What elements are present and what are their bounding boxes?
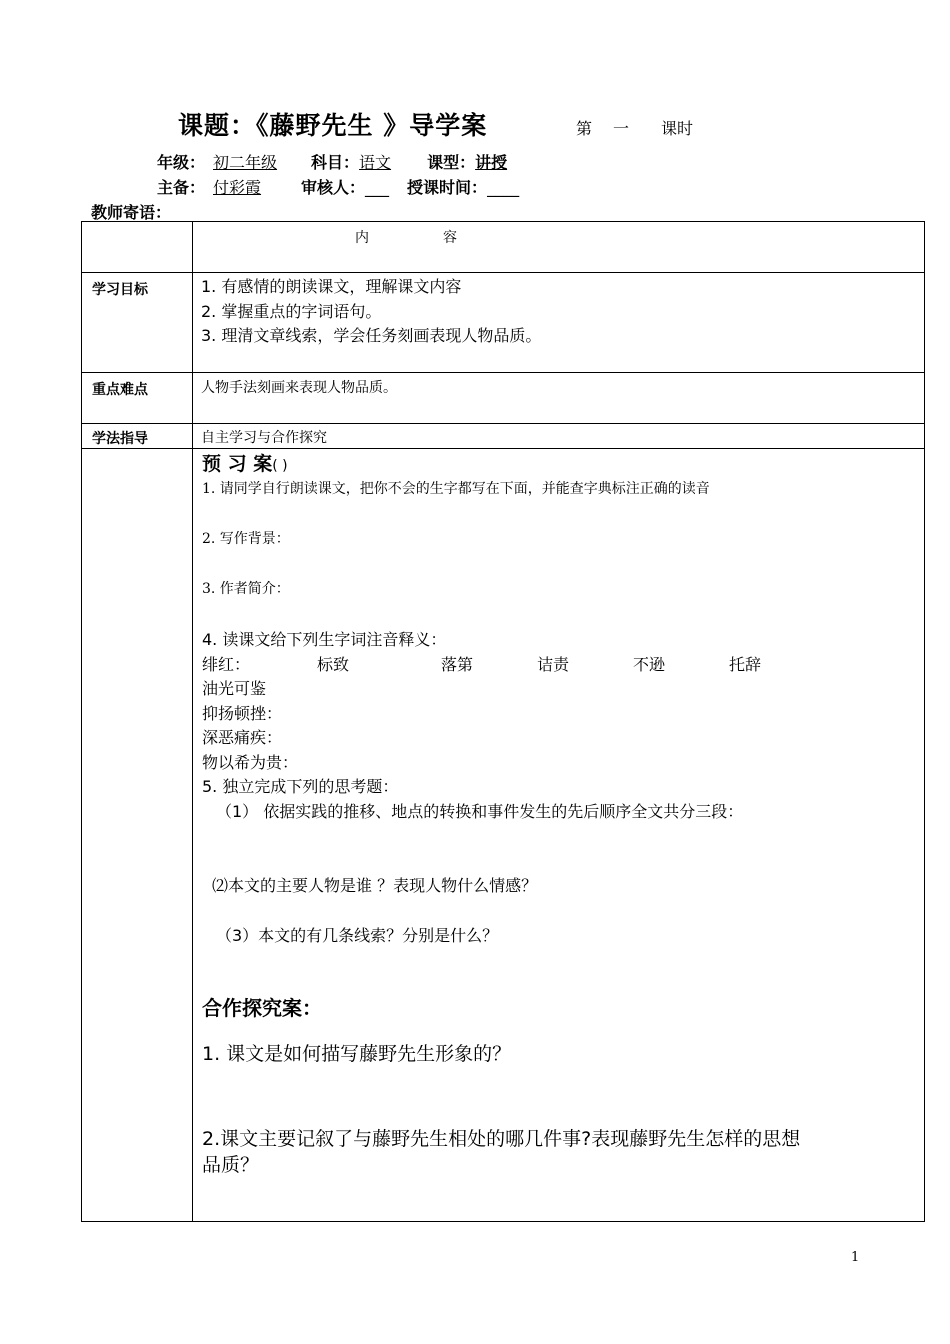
lesson-table bbox=[81, 221, 925, 1222]
main-content-cell bbox=[193, 449, 925, 1222]
grade-value: 初二年级 bbox=[213, 153, 278, 172]
subject-value: 语文 bbox=[359, 153, 392, 172]
vocab-word: 诘责 bbox=[537, 654, 570, 674]
teacher-note-label: 教师寄语： bbox=[91, 203, 172, 222]
header-blank-cell bbox=[82, 222, 193, 273]
question-item: （3）本文的有几条线索？分别是什么？ bbox=[216, 925, 499, 945]
preparer-label: 主备： bbox=[157, 178, 206, 197]
period-prefix: 第 bbox=[576, 119, 593, 138]
time-value: ____ bbox=[487, 178, 520, 197]
preview-item: 3. 作者简介： bbox=[202, 581, 290, 597]
time-label: 授课时间： bbox=[407, 178, 488, 197]
focus-row bbox=[82, 373, 925, 424]
main-content-row bbox=[82, 449, 925, 1222]
method-label: 学法指导 bbox=[82, 424, 193, 449]
period-number: 一 bbox=[613, 119, 630, 138]
content-header-char-2: 容 bbox=[443, 230, 457, 246]
goal-item: 2. 掌握重点的字词语句。 bbox=[201, 301, 382, 321]
page-number: 1 bbox=[851, 1250, 860, 1265]
meta-row-2 bbox=[157, 175, 519, 198]
question-item: （1） 依据实践的推移、地点的转换和事件发生的先后顺序全文共分三段： bbox=[216, 801, 744, 821]
vocab-word: 标致 bbox=[317, 654, 350, 674]
coop-question-2 bbox=[202, 1126, 924, 1178]
content-header bbox=[193, 222, 924, 247]
vocab-word: 绯红： bbox=[202, 654, 251, 674]
main-label-blank bbox=[82, 449, 193, 1222]
preview-heading bbox=[202, 451, 924, 478]
preview-item: 1. 请同学自行朗读课文，把你不会的生字都写在下面，并能查字典标注正确的读音 bbox=[202, 481, 710, 497]
coop-question-2-line: 2.课文主要记叙了与藤野先生相处的哪几件事?表现藤野先生怎样的思想 bbox=[202, 1128, 801, 1150]
method-row bbox=[82, 424, 925, 449]
type-value: 讲授 bbox=[475, 153, 508, 172]
subject-label: 科目： bbox=[311, 153, 360, 172]
vocab-word: 油光可鉴 bbox=[202, 679, 267, 698]
vocab-word: 落第 bbox=[441, 654, 474, 674]
goal-item: 3. 理清文章线索，学会任务刻画表现人物品质。 bbox=[201, 326, 542, 345]
type-label: 课型： bbox=[427, 153, 476, 172]
method-text: 自主学习与合作探究 bbox=[193, 424, 925, 449]
goals-row bbox=[82, 273, 925, 373]
reviewer-label: 审核人： bbox=[301, 178, 366, 197]
vocab-word: 物以希为贵： bbox=[202, 752, 299, 772]
vocab-word: 托辞 bbox=[729, 654, 762, 674]
focus-text: 人物手法刻画来表现人物品质。 bbox=[193, 373, 925, 424]
goals-cell bbox=[193, 273, 925, 373]
goal-item: 1. 有感情的朗读课文，理解课文内容 bbox=[201, 277, 462, 296]
goals-label: 学习目标 bbox=[82, 273, 193, 373]
focus-label: 重点难点 bbox=[82, 373, 193, 424]
content-header-cell bbox=[193, 222, 925, 273]
content-header-char-1: 内 bbox=[355, 230, 369, 246]
preparer-value: 付彩霞 bbox=[213, 178, 262, 197]
vocab-row bbox=[202, 653, 924, 678]
vocab-word: 不逊 bbox=[633, 654, 666, 674]
coop-question-1: 1. 课文是如何描写藤野先生形象的？ bbox=[202, 1043, 512, 1065]
questions-title: 5. 独立完成下列的思考题： bbox=[202, 777, 399, 796]
coop-title: 合作探究案： bbox=[202, 996, 322, 1020]
period-suffix: 课时 bbox=[661, 119, 694, 138]
vocab-word: 抑扬顿挫： bbox=[202, 703, 283, 723]
preview-title: 预 习 案 bbox=[202, 453, 273, 475]
reviewer-value: ___ bbox=[365, 178, 390, 197]
vocab-title: 4. 读课文给下列生字词注音释义： bbox=[202, 630, 447, 649]
lesson-title: 课题：《藤野先生 》导学案 bbox=[178, 111, 488, 140]
meta-row-1 bbox=[157, 150, 529, 173]
vocab-section bbox=[202, 628, 924, 948]
preview-title-paren: ( ) bbox=[272, 458, 288, 474]
vocab-word: 深恶痛疾： bbox=[202, 728, 283, 747]
header-row bbox=[82, 222, 925, 273]
question-item: ⑵本文的主要人物是谁 ？表现人物什么情感？ bbox=[212, 876, 538, 895]
coop-question-2-line: 品质？ bbox=[202, 1154, 260, 1176]
preview-item: 2. 写作背景： bbox=[202, 531, 290, 547]
grade-label: 年级： bbox=[157, 153, 206, 172]
